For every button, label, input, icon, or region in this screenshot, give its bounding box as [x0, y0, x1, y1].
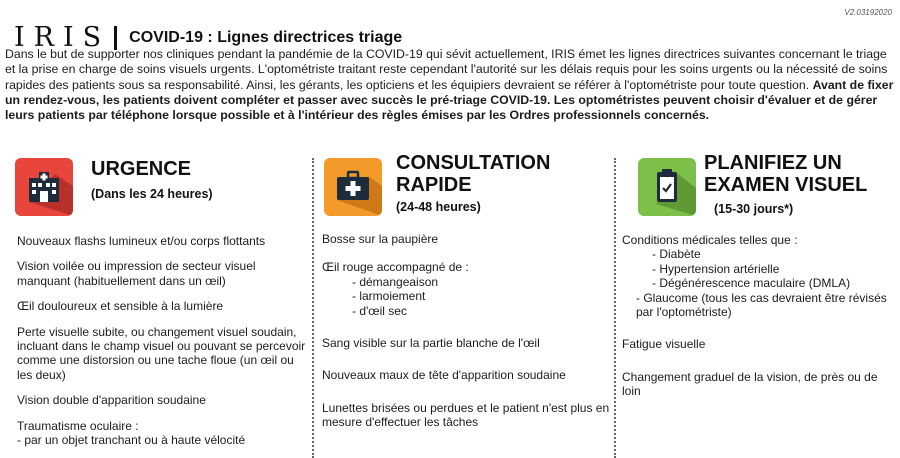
version-label: V2.03192020: [844, 8, 892, 17]
list-subitem: - larmoiement: [352, 289, 426, 304]
list-item: Bosse sur la paupière: [322, 232, 439, 246]
list-item: Lunettes brisées ou perdues et le patient n'est plus en mesure d'effectuer les tâches: [322, 400, 610, 430]
column-divider: [312, 158, 314, 458]
list-subitem: - Hypertension artérielle: [652, 261, 780, 276]
list-item: Conditions médicales telles que :: [622, 233, 798, 247]
list-subitem: - d'œil sec: [352, 303, 407, 318]
list-item: Sang visible sur la partie blanche de l'œil: [322, 336, 540, 351]
list-item: Perte visuelle subite, ou changement visuel soudain, incluant dans le champ visuel ou pouvant se percevoir comme une distorsion ou une tache floue (un œil ou les deux): [17, 324, 306, 382]
list-subitem: - Glaucome (tous les cas devraient être révisés par l'optométriste): [636, 290, 887, 320]
intro-text: Dans le but de supporter nos cliniques pendant la pandémie de la COVID-19 qui sévit actuellement, IRIS émet les lignes directrices suivantes concernant le triage et la prise en charge de soins visuels urgents. L'optométriste traitant reste cependant l'autorité sur les délais requis pour les soins urgents ou la nécessité de soins rapides des patients sous sa responsabilité. Ainsi, les gérants, les opticiens et les équipiers devraient se référer à l'optométriste pour toute question.: [5, 47, 888, 92]
list-item: Traumatisme oculaire :: [17, 418, 139, 433]
list-item: Œil rouge accompagné de :: [322, 260, 469, 275]
consultation-title: [396, 152, 550, 196]
consultation-subtitle: (24-48 heures): [396, 200, 481, 214]
consultation-title-line1: CONSULTATION: [396, 152, 551, 174]
logo-divider: [114, 26, 117, 50]
intro-paragraph: [5, 47, 895, 123]
urgence-title: URGENCE: [91, 158, 192, 180]
list-item: Nouveaux flashs lumineux et/ou corps flottants: [17, 234, 266, 248]
list-item: Changement graduel de la vision, de près ou de loin: [622, 369, 878, 399]
consultation-list: [322, 232, 610, 430]
list-item: Vision voilée ou impression de secteur visuel manquant (habituellement dans un œil): [17, 259, 256, 288]
intro-bold-text: Avant de fixer un rendez-vous, les patients doivent compléter et passer avec succès le pré-triage COVID-19. Les optométristes peuvent choisir d'évaluer et de gérer leurs patients par téléphone lorsque possible et à l'intérieur des règles émises par les Ordres professionnels concernés.: [5, 77, 894, 123]
examen-subtitle: (15-30 jours*): [714, 202, 794, 216]
examen-list: [622, 233, 898, 399]
examen-title-line2: EXAMEN VISUEL: [704, 174, 868, 196]
list-subitem: - Dégénérescence maculaire (DMLA): [652, 276, 851, 291]
examen-title: [704, 152, 867, 196]
urgence-list: [17, 234, 307, 447]
list-item: Vision double d'apparition soudaine: [17, 393, 206, 408]
clipboard-check-icon: [638, 158, 696, 216]
page-title: COVID-19 : Lignes directrices triage: [129, 28, 403, 46]
iris-logo: IRIS: [14, 22, 111, 53]
list-item: Œil douloureux et sensible à la lumière: [17, 299, 224, 314]
column-divider: [614, 158, 616, 458]
list-item: Fatigue visuelle: [622, 337, 706, 352]
consultation-title-line2: RAPIDE: [396, 174, 472, 196]
hospital-icon: [15, 158, 73, 216]
list-item: - par un objet tranchant ou à haute vélocité: [17, 433, 246, 448]
first-aid-kit-icon: [324, 158, 382, 216]
list-subitem: - démangeaison: [352, 274, 439, 289]
urgence-subtitle: (Dans les 24 heures): [91, 187, 213, 201]
examen-title-line1: PLANIFIEZ UN: [704, 152, 842, 174]
list-item: Nouveaux maux de tête d'apparition soudaine: [322, 368, 566, 383]
list-subitem: - Diabète: [652, 247, 701, 262]
